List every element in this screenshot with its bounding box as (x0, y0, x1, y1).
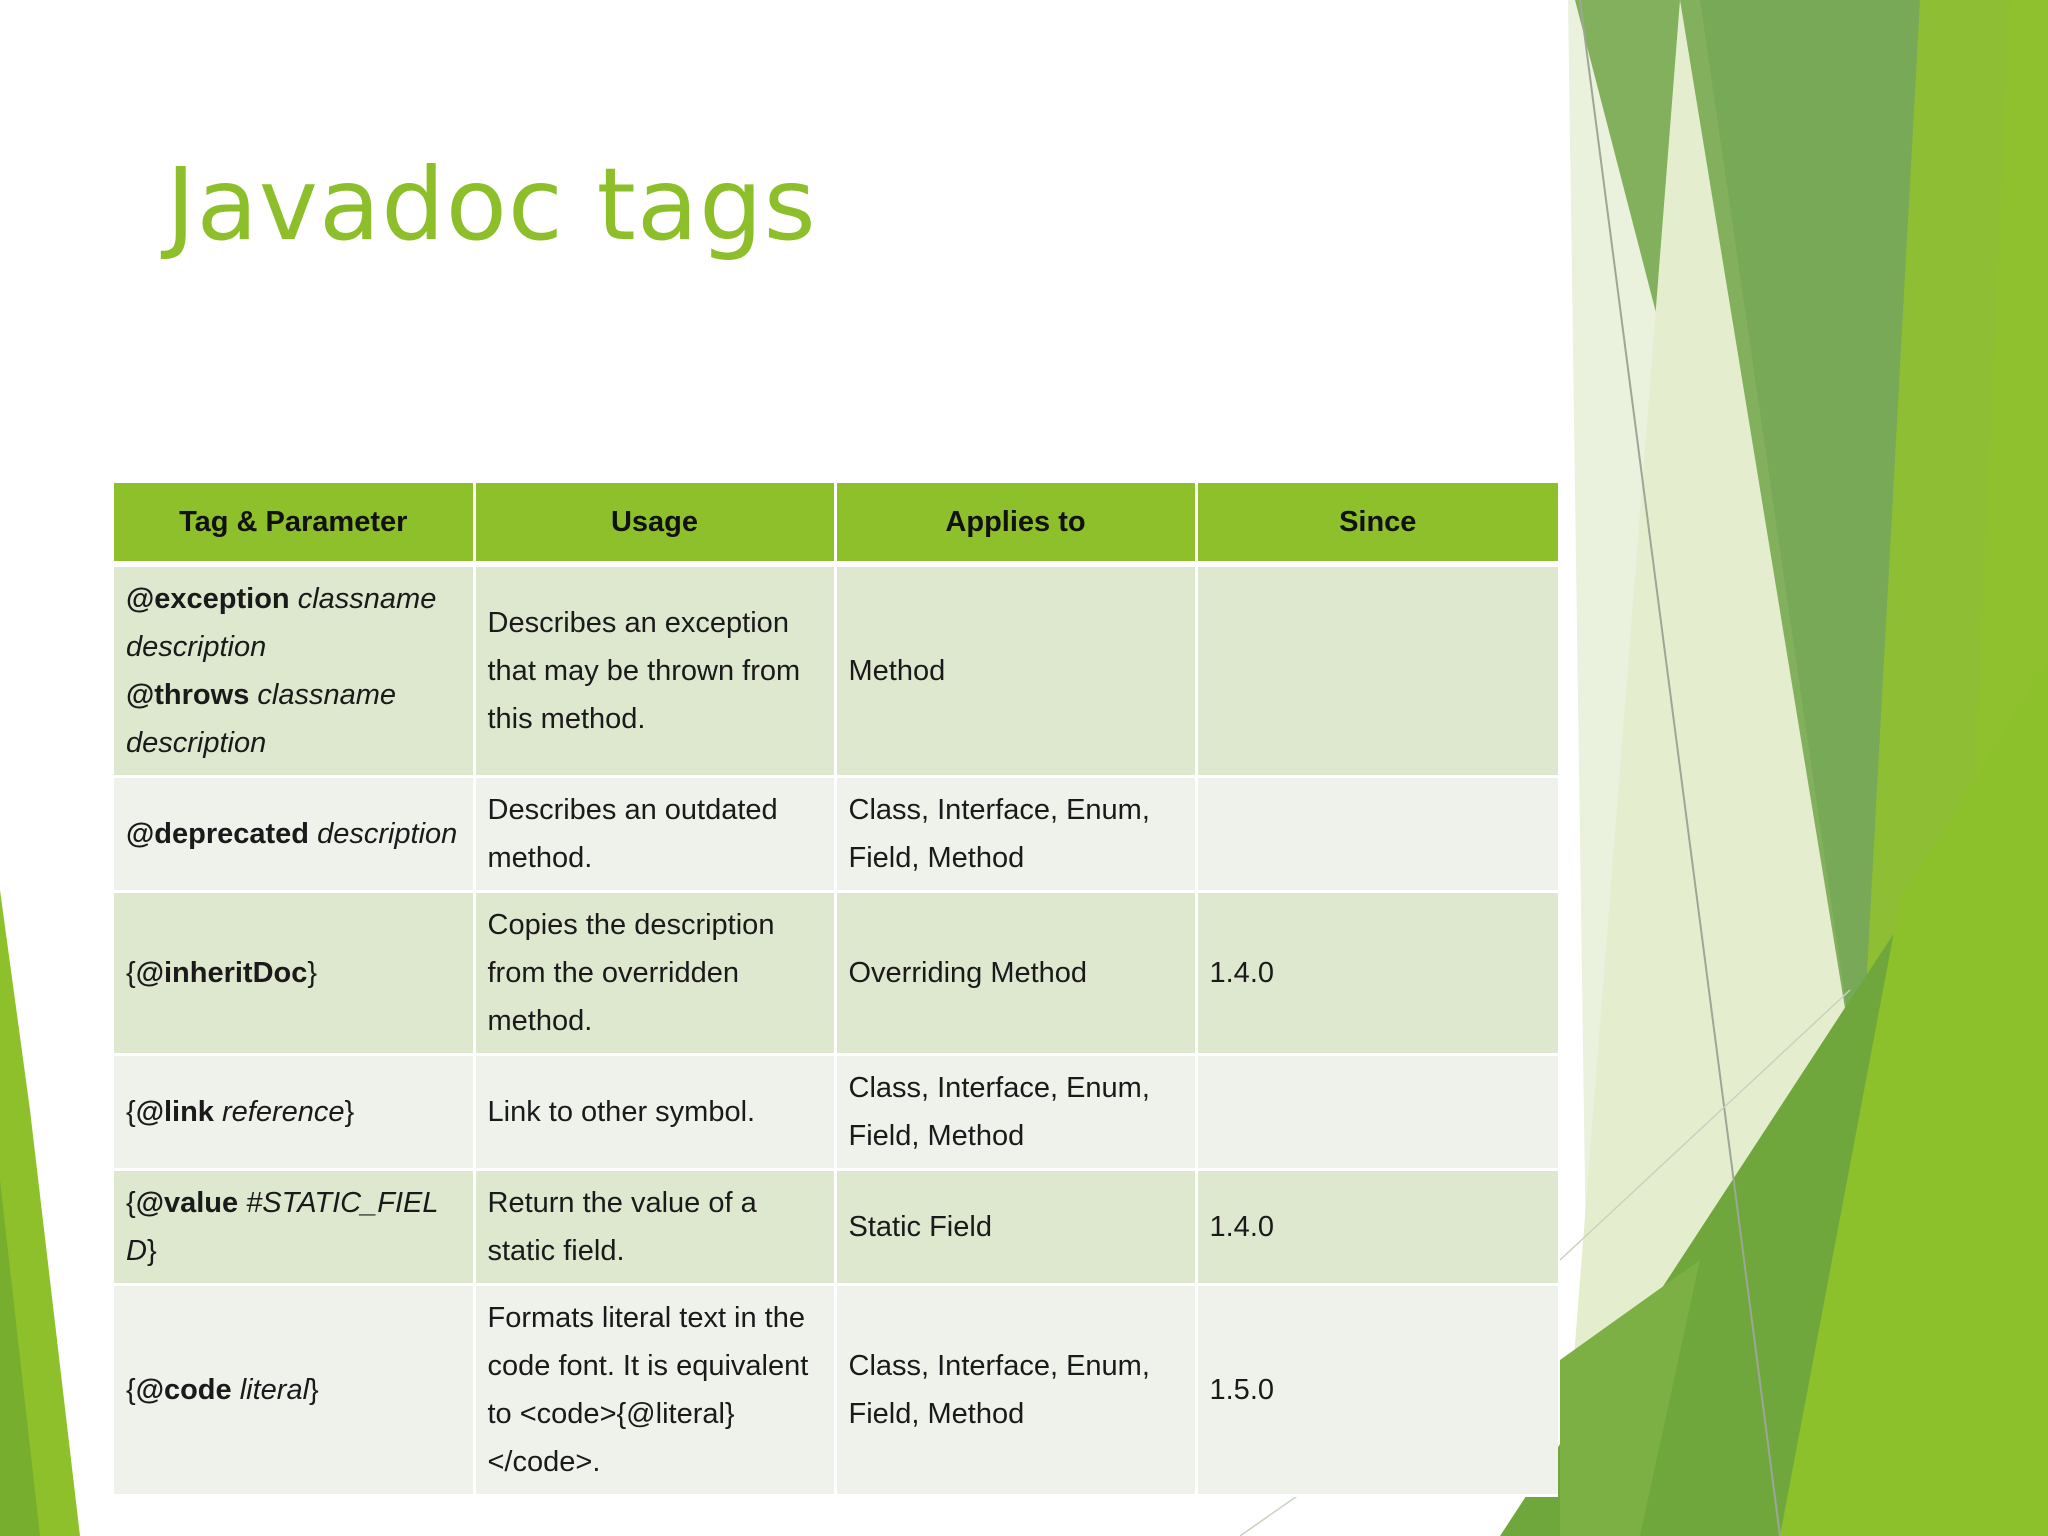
tag-name: @inheritDoc (135, 957, 308, 989)
applies-to-cell: Class, Interface, Enum, Field, Method (835, 1055, 1196, 1170)
since-cell (1196, 564, 1558, 777)
brace-close: } (344, 1096, 355, 1128)
tag-name: @code (135, 1374, 232, 1406)
usage-cell: Describes an exception that may be thrown from this method. (474, 564, 835, 777)
usage-cell: Return the value of a static field. (474, 1170, 835, 1285)
table-row (114, 564, 1558, 777)
column-header-since: Since (1196, 483, 1558, 564)
table-row (114, 1055, 1558, 1170)
tag-name: @exception (126, 583, 290, 615)
usage-cell: Copies the description from the overridden method. (474, 892, 835, 1055)
applies-to-cell: Overriding Method (835, 892, 1196, 1055)
applies-to-cell: Method (835, 564, 1196, 777)
tag-cell (114, 1170, 474, 1285)
since-cell: 1.4.0 (1196, 892, 1558, 1055)
since-cell: 1.5.0 (1196, 1285, 1558, 1496)
table-row (114, 1170, 1558, 1285)
tag-name: @throws (126, 679, 250, 711)
tag-cell (114, 777, 474, 892)
tag-param: reference (213, 1096, 345, 1128)
tag-param: classname description (126, 583, 437, 663)
slide-title: Javadoc tags (166, 146, 817, 263)
brace-open: { (126, 1187, 136, 1219)
javadoc-tags-table (114, 483, 1558, 1497)
since-cell: 1.4.0 (1196, 1170, 1558, 1285)
tag-name: @link (135, 1096, 214, 1128)
tag-cell (114, 1285, 474, 1496)
since-cell (1196, 777, 1558, 892)
applies-to-cell: Class, Interface, Enum, Field, Method (835, 777, 1196, 892)
brace-open: { (126, 957, 136, 989)
tag-cell (114, 892, 474, 1055)
tag-param: #STATIC_FIELD (126, 1187, 439, 1267)
tag-cell (114, 564, 474, 777)
applies-to-cell: Static Field (835, 1170, 1196, 1285)
tag-param: classname description (126, 679, 397, 759)
brace-open: { (126, 1374, 136, 1406)
column-header-tag-parameter: Tag & Parameter (114, 483, 474, 564)
tag-cell (114, 1055, 474, 1170)
brace-close: } (307, 957, 318, 989)
tag-name: @value (135, 1187, 239, 1219)
column-header-usage: Usage (474, 483, 835, 564)
table-row (114, 1285, 1558, 1496)
tag-param: literal (231, 1374, 310, 1406)
table-row (114, 892, 1558, 1055)
table-row (114, 777, 1558, 892)
tag-name: @deprecated (126, 818, 310, 850)
since-cell (1196, 1055, 1558, 1170)
column-header-applies-to: Applies to (835, 483, 1196, 564)
brace-close: } (309, 1374, 319, 1406)
brace-open: { (126, 1096, 136, 1128)
table-header-row (114, 483, 1558, 564)
brace-close: } (146, 1235, 157, 1267)
usage-cell: Formats literal text in the code font. It is equivalent to <code>{@literal}</code>. (474, 1285, 835, 1496)
tag-param: description (309, 818, 458, 850)
applies-to-cell: Class, Interface, Enum, Field, Method (835, 1285, 1196, 1496)
usage-cell: Describes an outdated method. (474, 777, 835, 892)
usage-cell: Link to other symbol. (474, 1055, 835, 1170)
